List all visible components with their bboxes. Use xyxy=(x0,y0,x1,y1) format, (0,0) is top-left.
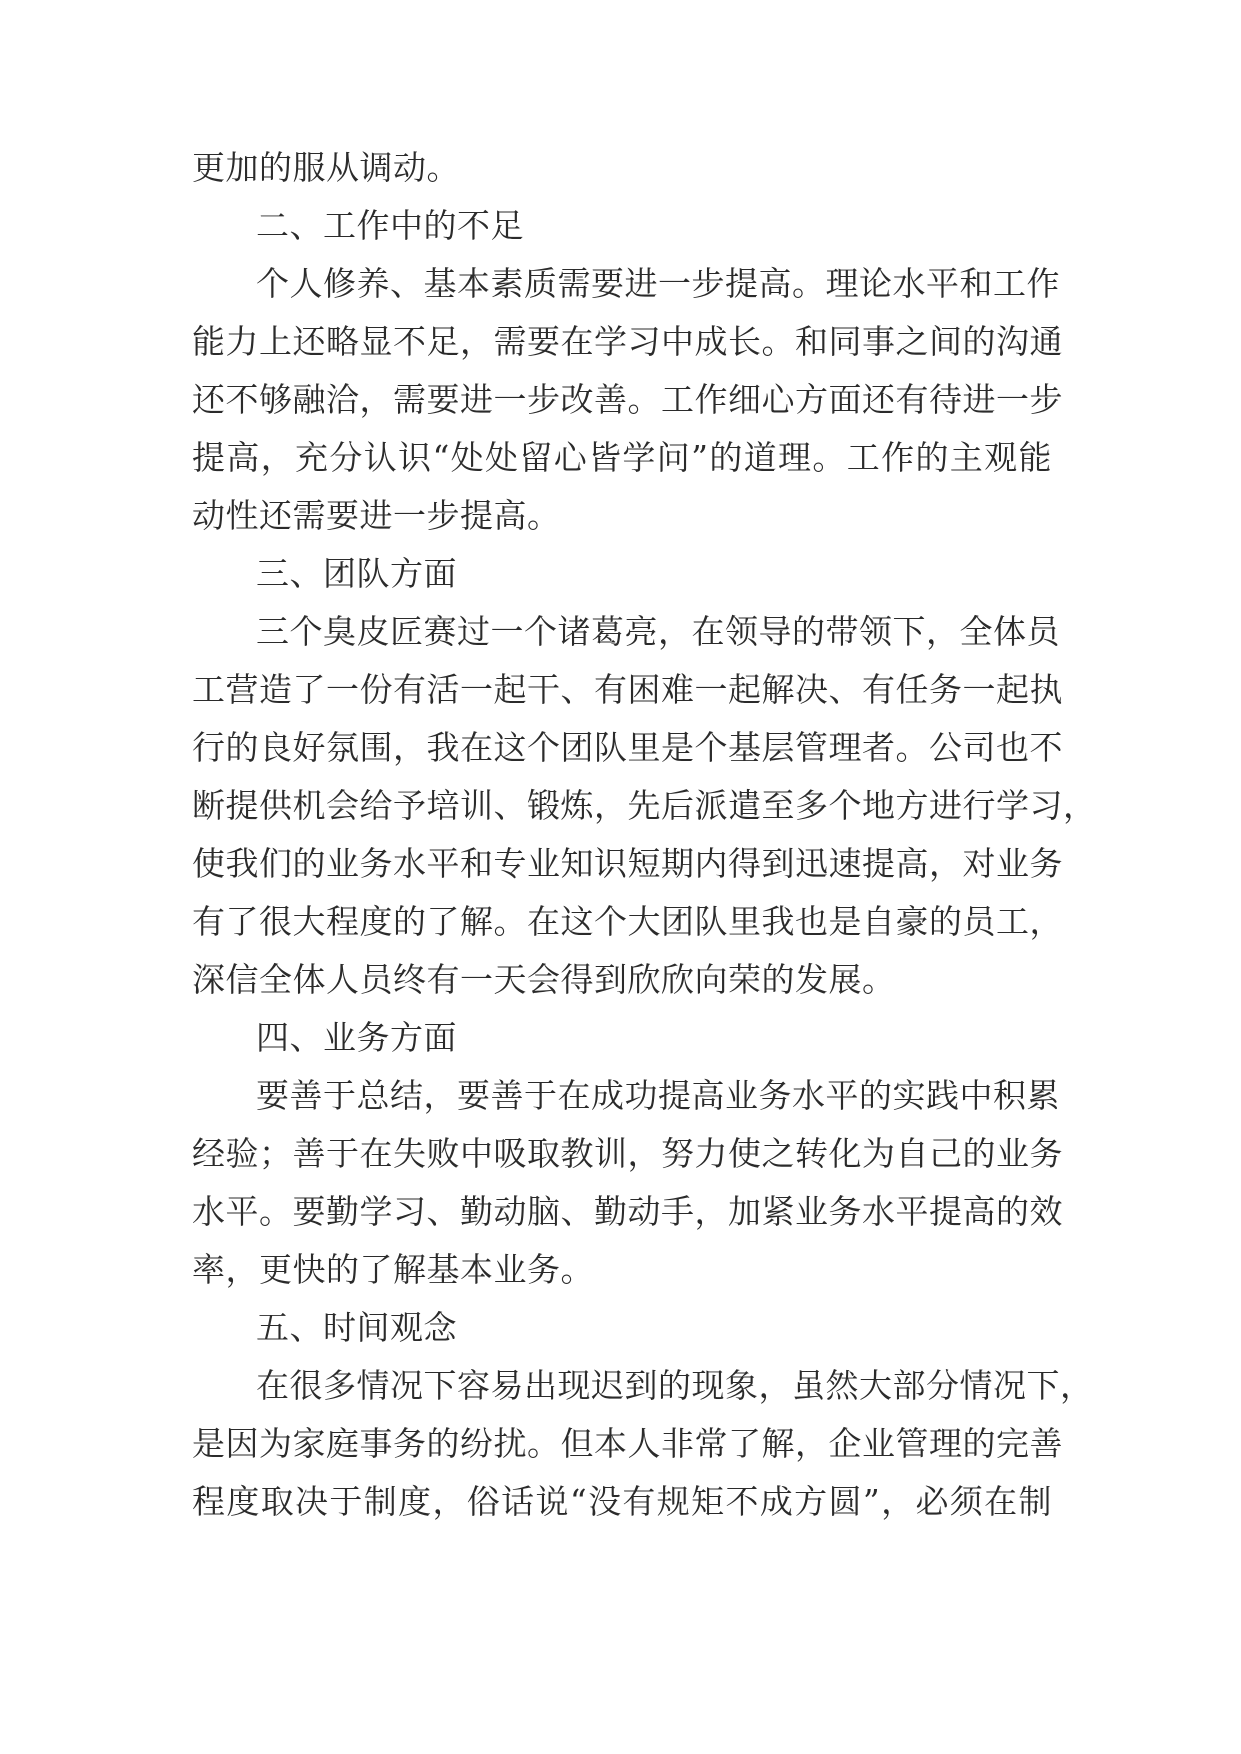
section-heading: 二、工作中的不足 xyxy=(256,206,524,245)
text-line: 提高，充分认识“处处留心皆学问”的道理。工作的主观能 xyxy=(192,438,1052,477)
text-line: 更加的服从调动。 xyxy=(192,148,460,187)
text-line: 个人修养、基本素质需要进一步提高。理论水平和工作 xyxy=(256,264,1060,303)
section-heading: 四、业务方面 xyxy=(256,1018,457,1057)
text-line: 在很多情况下容易出现迟到的现象，虽然大部分情况下， xyxy=(256,1366,1094,1405)
text-line: 三个臭皮匠赛过一个诸葛亮，在领导的带领下，全体员 xyxy=(256,612,1060,651)
section-heading: 三、团队方面 xyxy=(256,554,457,593)
text-line: 率，更快的了解基本业务。 xyxy=(192,1250,594,1289)
text-line: 能力上还略显不足，需要在学习中成长。和同事之间的沟通 xyxy=(192,322,1063,361)
text-line: 断提供机会给予培训、锻炼，先后派遣至多个地方进行学习， xyxy=(192,786,1097,825)
text-line: 是因为家庭事务的纷扰。但本人非常了解，企业管理的完善 xyxy=(192,1424,1063,1463)
text-line: 水平。要勤学习、勤动脑、勤动手，加紧业务水平提高的效 xyxy=(192,1192,1063,1231)
text-line: 动性还需要进一步提高。 xyxy=(192,496,561,535)
text-line: 使我们的业务水平和专业知识短期内得到迅速提高，对业务 xyxy=(192,844,1063,883)
text-line: 要善于总结，要善于在成功提高业务水平的实践中积累 xyxy=(256,1076,1060,1115)
text-line: 工营造了一份有活一起干、有困难一起解决、有任务一起执 xyxy=(192,670,1063,709)
text-line: 深信全体人员终有一天会得到欣欣向荣的发展。 xyxy=(192,960,896,999)
text-line: 经验；善于在失败中吸取教训，努力使之转化为自己的业务 xyxy=(192,1134,1063,1173)
text-line: 还不够融洽，需要进一步改善。工作细心方面还有待进一步 xyxy=(192,380,1063,419)
section-heading: 五、时间观念 xyxy=(256,1308,457,1347)
text-line: 行的良好氛围，我在这个团队里是个基层管理者。公司也不 xyxy=(192,728,1063,767)
text-line: 程度取决于制度，俗话说“没有规矩不成方圆”，必须在制 xyxy=(192,1482,1052,1521)
text-line: 有了很大程度的了解。在这个大团队里我也是自豪的员工， xyxy=(192,902,1063,941)
